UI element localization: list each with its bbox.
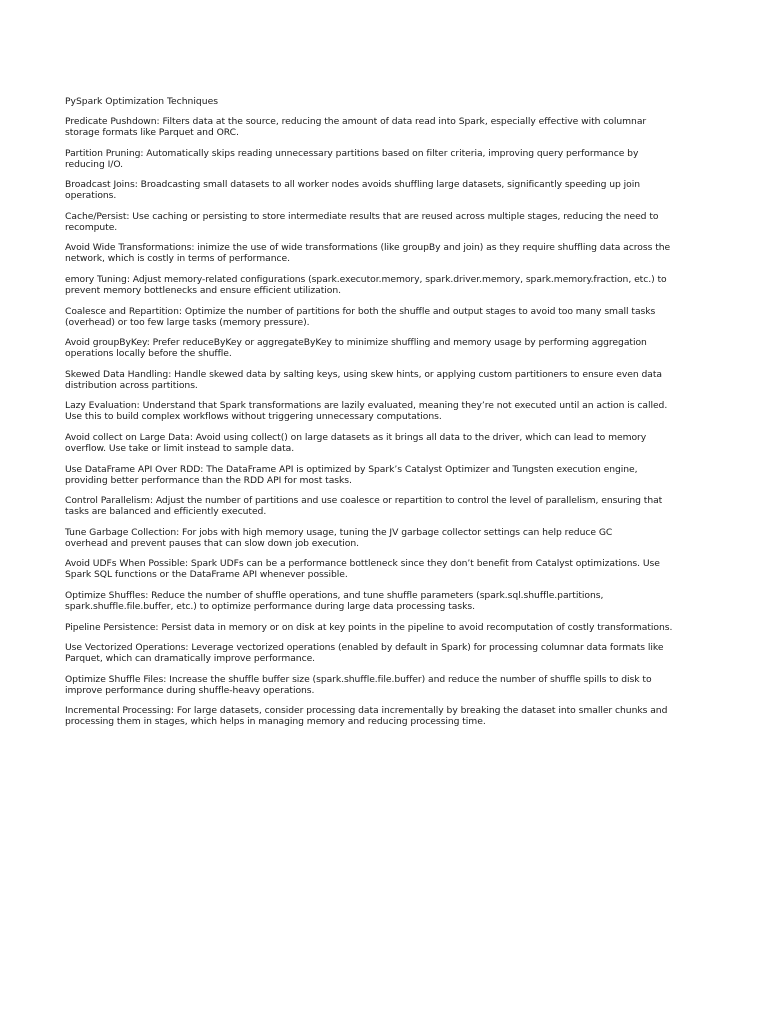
technique-paragraph: Use DataFrame API Over RDD: The DataFrame API is optimized by Spark’s Catalyst Optimizer and Tungsten execution engine, providing better performance than the RDD API for most tasks. (65, 463, 638, 486)
technique-paragraph: Control Parallelism: Adjust the number of partitions and use coalesce or repartition to control the level of parallelism, ensuring that tasks are balanced and efficiently executed. (65, 495, 663, 518)
technique-paragraph: Tune Garbage Collection: For jobs with high memory usage, tuning the JV garbage collector settings can help reduce GC overhead and prevent pauses that can slow down job execution. (65, 526, 613, 549)
technique-paragraph: Broadcast Joins: Broadcasting small datasets to all worker nodes avoids shuffling large datasets, significantly speeding up join operations. (65, 179, 641, 202)
technique-paragraph: Partition Pruning: Automatically skips reading unnecessary partitions based on filter criteria, improving query performance by reducing I/O. (65, 147, 639, 170)
technique-paragraph: Cache/Persist: Use caching or persisting to store intermediate results that are reused across multiple stages, reducing the need to recompute. (65, 210, 659, 233)
document-title: PySpark Optimization Techniques (65, 96, 219, 107)
technique-paragraph: Coalesce and Repartition: Optimize the number of partitions for both the shuffle and output stages to avoid too many small tasks (overhead) or too few large tasks (memory pressure). (65, 305, 656, 328)
technique-paragraph: Pipeline Persistence: Persist data in memory or on disk at key points in the pipeline to avoid recomputation of costly transformations. (65, 621, 673, 633)
technique-paragraph: Avoid Wide Transformations: inimize the use of wide transformations (like groupBy and join) as they require shuffling data across the network, which is costly in terms of performance. (65, 242, 671, 265)
technique-paragraph: Avoid collect on Large Data: Avoid using collect() on large datasets as it brings all data to the driver, which can lead to memory overflow. Use take or limit instead to sample data. (65, 431, 647, 454)
technique-paragraph: Avoid UDFs When Possible: Spark UDFs can be a performance bottleneck since they don’t benefit from Catalyst optimizations. Use Spark SQL functions or the DataFrame API whenever possible. (65, 558, 660, 581)
technique-paragraph: Optimize Shuffles: Reduce the number of shuffle operations, and tune shuffle parameters (spark.sql.shuffle.partitions, spark.shuffle.file.buffer, etc.) to optimize performance during large data processing tasks. (65, 589, 604, 612)
technique-paragraph: Use Vectorized Operations: Leverage vectorized operations (enabled by default in Spark) for processing columnar data formats like Parquet, which can dramatically improve performance. (65, 642, 664, 665)
technique-paragraph: Skewed Data Handling: Handle skewed data by salting keys, using skew hints, or applying custom partitioners to ensure even data distribution across partitions. (65, 368, 662, 391)
technique-paragraph: Incremental Processing: For large datasets, consider processing data incrementally by breaking the dataset into smaller chunks and processing them in stages, which helps in managing memory and reducing processing time. (65, 705, 668, 728)
technique-paragraph: emory Tuning: Adjust memory-related configurations (spark.executor.memory, spark.driver.memory, spark.memory.fraction, etc.) to prevent memory bottlenecks and ensure efficient utilization. (65, 273, 667, 296)
technique-paragraph: Lazy Evaluation: Understand that Spark transformations are lazily evaluated, meaning they’re not executed until an action is called. Use this to build complex workflows without triggering unnecessary computations. (65, 400, 668, 423)
technique-list (65, 116, 705, 727)
technique-paragraph: Optimize Shuffle Files: Increase the shuffle buffer size (spark.shuffle.file.buffer) and reduce the number of shuffle spills to disk to improve performance during shuffle-heavy operations. (65, 673, 652, 696)
technique-paragraph: Avoid groupByKey: Prefer reduceByKey or aggregateByKey to minimize shuffling and memory usage by performing aggregation operations locally before the shuffle. (65, 337, 647, 360)
technique-paragraph: Predicate Pushdown: Filters data at the source, reducing the amount of data read into Spark, especially effective with columnar storage formats like Parquet and ORC. (65, 116, 647, 138)
document-body (65, 96, 705, 737)
